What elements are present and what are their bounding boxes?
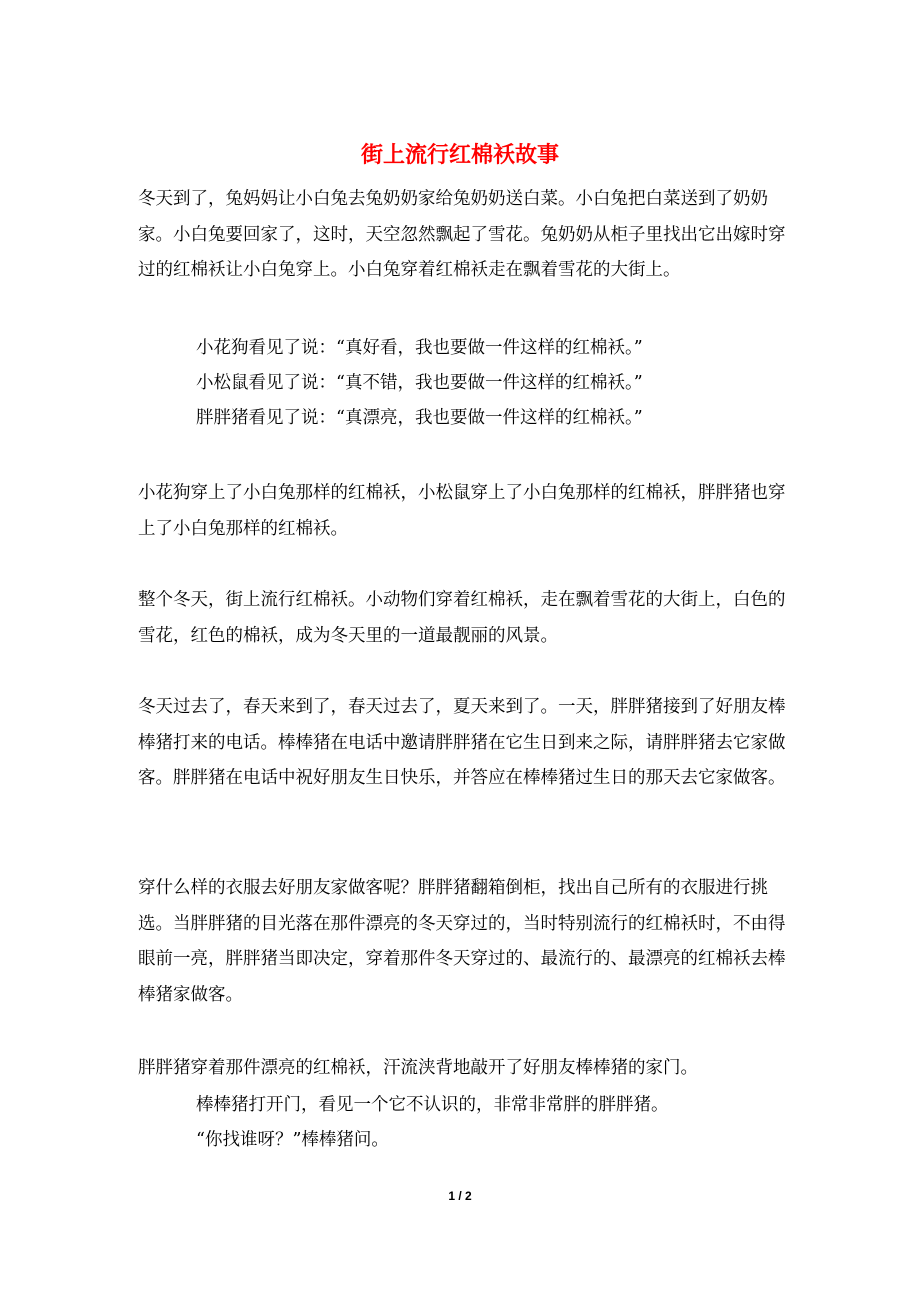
paragraph-9: 胖胖猪穿着那件漂亮的红棉袄，汗流浃背地敲开了好朋友棒棒猪的家门。 [138,1058,698,1078]
paragraph-6: 整个冬天，街上流行红棉袄。小动物们穿着红棉袄，走在飘着雪花的大街上，白色的雪花，红色的棉袄，成为冬天里的一道最靓丽的风景。 [138,590,786,646]
paragraph-8: 穿什么样的衣服去好朋友家做客呢？胖胖猪翻箱倒柜，找出自己所有的衣服进行挑选。当胖胖猪的目光落在那件漂亮的冬天穿过的，当时特别流行的红棉袄时，不由得眼前一亮，胖胖猪当即决定，穿着那件冬天穿过的、最流行的、最漂亮的红棉袄去棒棒猪家做客。 [138,878,786,1005]
paragraph-10: 棒棒猪打开门，看见一个它不认识的，非常非常胖的胖胖猪。 [196,1095,669,1115]
paragraph-11: “你找谁呀？”棒棒猪问。 [196,1130,389,1150]
page-number: 1 / 2 [448,1189,472,1203]
paragraph-2: 小花狗看见了说：“真好看，我也要做一件这样的红棉袄。” [196,338,643,358]
paragraph-7: 冬天过去了，春天来到了，春天过去了，夏天来到了。一天，胖胖猪接到了好朋友棒棒猪打来的电话。棒棒猪在电话中邀请胖胖猪在它生日到来之际，请胖胖猪去它家做客。胖胖猪在电话中祝好朋友生日快乐，并答应在棒棒猪过生日的那天去它家做客。 [138,697,786,788]
paragraph-4: 胖胖猪看见了说：“真漂亮，我也要做一件这样的红棉袄。” [196,408,643,428]
paragraph-1: 冬天到了，兔妈妈让小白兔去兔奶奶家给兔奶奶送白菜。小白兔把白菜送到了奶奶家。小白兔要回家了，这时，天空忽然飘起了雪花。兔奶奶从柜子里找出它出嫁时穿过的红棉袄让小白兔穿上。小白兔穿着红棉袄走在飘着雪花的大街上。 [138,189,786,280]
paragraph-3: 小松鼠看见了说：“真不错，我也要做一件这样的红棉袄。” [196,373,643,393]
paragraph-5: 小花狗穿上了小白兔那样的红棉袄，小松鼠穿上了小白兔那样的红棉袄，胖胖猪也穿上了小白兔那样的红棉袄。 [138,483,786,539]
document-title: 街上流行红棉袄故事 [360,142,559,168]
